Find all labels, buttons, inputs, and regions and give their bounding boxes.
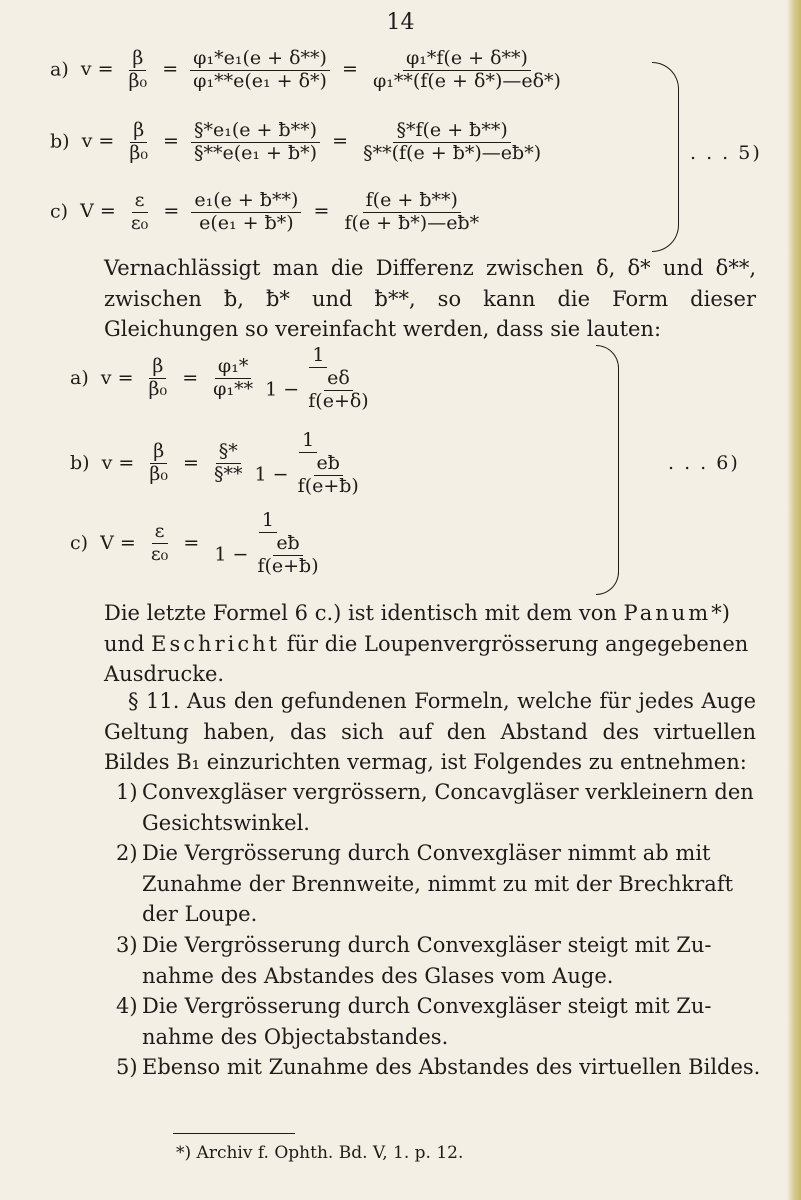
text-run: und — [104, 631, 152, 656]
equation-6c: c) V = $\frac{\varepsilon}{\text{ε₀}}$ = 1 1 − $\frac{eƀ}{f(e+ƀ)}$ — [70, 510, 325, 578]
fraction — [360, 120, 544, 165]
equation-lhs: v = — [81, 130, 115, 153]
equation-lhs: v = — [100, 366, 134, 389]
numerator: eƀ — [314, 453, 343, 476]
denominator: β₀ — [148, 378, 168, 401]
equation-label: a) — [70, 366, 89, 389]
denominator: β₀ — [149, 463, 168, 486]
equation-6a: a) v = $\frac{\beta}{\text{β₀}}$ = $\frac{\text{φ₁*}}{\text{φ₁**}}$ 1 1 − $\frac{e\delta}{f(e+\delta)}$ — [70, 345, 375, 413]
fraction — [341, 190, 482, 235]
item-text: Die Vergrösserung durch Convexgläser steigt mit Zu- — [142, 933, 712, 957]
fraction — [190, 48, 330, 93]
page-edge-shadow — [787, 0, 801, 1200]
equation-5a: a) v = $\frac{\beta}{\text{β₀}}$ = $\frac{\text{φ₁*e₁(e + δ**)}}{\text{φ₁**e(e₁ + δ*)}}$ = $\frac{\text{φ₁*f(e + δ**)}}{\text{φ₁**(f(e + δ*)—eδ*)}}$ — [50, 48, 564, 93]
denominator: φ₁**e(e₁ + δ*) — [193, 69, 327, 92]
denominator: §**e(e₁ + ƀ*) — [194, 141, 318, 164]
equation-6b: b) v = $\frac{\beta}{\text{β₀}}$ = $\frac{\S*}{\S**}$ 1 1 − $\frac{eƀ}{f(e+ƀ)}$ — [70, 430, 365, 498]
list-item — [116, 930, 756, 990]
numerator: §*f(e + ƀ**) — [393, 120, 510, 143]
equation-group-brace — [652, 62, 679, 252]
denominator: ε₀ — [130, 211, 149, 234]
denominator: §**(f(e + ƀ*)—eƀ*) — [363, 141, 542, 164]
denominator: φ₁**(f(e + δ*)—eδ*) — [372, 69, 561, 92]
footnote-divider — [173, 1133, 295, 1134]
numerator: ε — [152, 521, 168, 544]
denominator: 1 − $\frac{eƀ}{f(e+ƀ)}$ — [252, 453, 365, 498]
item-number: 5) — [116, 1055, 138, 1079]
numerator: φ₁* — [215, 356, 251, 379]
denominator: f(e+δ) — [308, 389, 369, 412]
item-number: 1) — [116, 780, 138, 804]
equation-lhs: v = — [101, 451, 135, 474]
fraction — [191, 120, 320, 165]
equation-label: c) — [70, 531, 89, 554]
numerator: β — [150, 441, 167, 464]
page-number: 14 — [386, 10, 415, 35]
fraction — [126, 120, 151, 165]
fraction — [146, 441, 171, 486]
outer-fraction — [262, 345, 375, 413]
equation-label: c) — [50, 200, 69, 223]
list-item — [116, 838, 756, 930]
item-text: Die Vergrösserung durch Convexgläser nimmt ab mit — [142, 841, 711, 865]
numerator: eƀ — [273, 533, 302, 556]
fraction — [211, 441, 246, 486]
inner-fraction — [254, 533, 321, 578]
outer-fraction — [211, 510, 324, 578]
numerator: e₁(e + ƀ**) — [191, 190, 301, 213]
equation-5b: b) v = $\frac{\beta}{\text{β₀}}$ = $\frac{\text{§*e₁(e + ƀ**)}}{\text{§**e(e₁ + ƀ*)}}$ = $\frac{\S*f(e + ƀ**)}{\S**(f(e + ƀ*)—eƀ*)}$ — [50, 120, 544, 165]
text-run: *) — [711, 601, 730, 625]
fraction — [370, 48, 564, 93]
numerator: §*e₁(e + ƀ**) — [191, 120, 320, 143]
paragraph-section-11: § 11. Aus den gefundenen Formeln, welche für jedes Auge Geltung haben, das sich auf den Abstand des virtuellen Bildes B₁ einzurichten vermag, ist Folgendes zu entnehmen: — [104, 689, 756, 774]
denominator: β₀ — [129, 141, 148, 164]
numerator: φ₁*f(e + δ**) — [403, 48, 531, 71]
item-text: der Loupe. — [142, 902, 258, 926]
denominator: §** — [214, 463, 243, 486]
fraction — [148, 521, 171, 566]
inner-fraction — [295, 453, 362, 498]
fraction — [146, 356, 171, 401]
equation-lhs: v = — [80, 58, 114, 81]
numerator: 1 — [299, 430, 317, 453]
denominator: e(e₁ + ƀ*) — [199, 211, 294, 234]
list-item — [116, 991, 756, 1051]
numerator: eδ — [324, 368, 353, 391]
text-run: Die letzte Formel 6 c.) ist identisch mit dem von — [104, 601, 624, 625]
equation-label: b) — [70, 451, 90, 474]
numerator: §* — [216, 441, 241, 464]
paragraph-simplification: Vernachlässigt man die Differenz zwischen δ, δ* und δ**, zwischen ƀ, ƀ* und ƀ**, so kann die Form dieser Gleichungen so vereinfacht werden, dass sie lauten: — [104, 256, 756, 341]
item-number: 2) — [116, 841, 138, 865]
item-text: Gesichtswinkel. — [142, 810, 310, 835]
denominator: f(e+ƀ) — [297, 474, 359, 497]
fraction — [191, 190, 301, 235]
equation-group-brace — [596, 345, 619, 595]
equation-label: a) — [50, 58, 69, 81]
denominator: β₀ — [128, 69, 148, 92]
item-text: nahme des Objectabstandes. — [142, 1024, 449, 1049]
numerator: β — [130, 120, 147, 143]
paragraph-panum — [104, 598, 756, 690]
item-number: 3) — [116, 933, 138, 957]
denominator: 1 − $\frac{eƀ}{f(e+ƀ)}$ — [211, 533, 324, 578]
equation-number-5: . . . 5) — [690, 142, 762, 164]
item-text: Convexgläser vergrössern, Concavgläser verkleinern den — [142, 780, 754, 804]
text-run: Ausdrucke. — [104, 662, 225, 686]
item-text: Ebenso mit Zunahme des Abstandes des virtuellen Bildes. — [142, 1055, 761, 1079]
footnote: *) Archiv f. Ophth. Bd. V, 1. p. 12. — [176, 1143, 464, 1163]
text-run: für die Loupenvergrösserung angegebenen — [280, 631, 749, 656]
numerator: f(e + ƀ**) — [363, 190, 461, 213]
denominator: f(e+ƀ) — [257, 554, 319, 577]
numerator: 1 — [309, 345, 327, 368]
denominator: ε₀ — [150, 543, 169, 566]
list-item — [116, 1052, 761, 1083]
numerator: 1 — [259, 510, 277, 533]
equation-lhs: V = — [100, 531, 136, 554]
denominator: 1 − $\frac{e\delta}{f(e+\delta)}$ — [262, 368, 375, 413]
author-name: Eschricht — [151, 631, 281, 656]
outer-fraction — [252, 430, 365, 498]
numerator: φ₁*e₁(e + δ**) — [190, 48, 330, 71]
author-name: Panum — [623, 601, 712, 625]
numerator: β — [149, 356, 166, 379]
fraction — [210, 356, 256, 401]
fraction — [126, 48, 151, 93]
item-text: Die Vergrösserung durch Convexgläser steigt mit Zu- — [142, 994, 712, 1018]
equation-lhs: V = — [80, 200, 116, 223]
inner-fraction — [305, 368, 371, 413]
equation-number-6: . . . 6) — [668, 452, 740, 474]
fraction — [128, 190, 151, 235]
denominator: φ₁** — [213, 378, 254, 401]
list-item — [116, 777, 756, 837]
numerator: ε — [132, 190, 148, 213]
numerator: β — [129, 48, 146, 71]
denominator: f(e + ƀ*)—eƀ* — [344, 211, 480, 234]
item-text: Zunahme der Brennweite, nimmt zu mit der Brechkraft — [142, 871, 734, 896]
equation-label: b) — [50, 130, 70, 153]
equation-5c: c) V = $\frac{\varepsilon}{\text{ε₀}}$ = $\frac{\text{e₁(e + ƀ**)}}{\text{e(e₁ + ƀ*)}}$ = $\frac{f(e + ƀ**)}{f(e + ƀ*)—eƀ*}$ — [50, 190, 482, 235]
item-text: nahme des Abstandes des Glases vom Auge. — [142, 963, 614, 988]
item-number: 4) — [116, 994, 138, 1018]
